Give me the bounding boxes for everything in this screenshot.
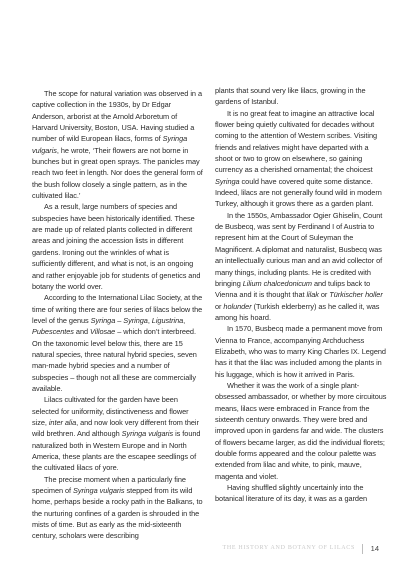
italic-term: Villosae: [90, 327, 116, 337]
italic-term: inter alia: [48, 417, 77, 427]
italic-term: Syringa: [215, 176, 240, 186]
text-run: According to the International Lilac Society, at the time of writing there are four series of lilacs below the level of the genus: [32, 293, 203, 325]
paragraph: [32, 474, 203, 542]
text-run: , and now look very different from their wild brethren. And although: [32, 417, 199, 439]
text-run: could have covered quite some distance. Indeed, lilacs are not generally found wild in modern Turkey, although it grows there as a garden plant.: [215, 176, 382, 209]
text-run: (Turkish elderberry) as he called it, was among his hoard.: [215, 301, 380, 322]
text-run: is found naturalized both in Western Europe and in North America, these plants are the escapee seedlings of the cultivated lilacs of yore.: [32, 429, 201, 473]
italic-term: Syringa vulgaris: [121, 429, 174, 439]
running-footer: [185, 543, 385, 557]
text-run: – which don’t interbreed. On the taxonomic level below this, there are 15 natural species, three natural hybrid species, seven man-made hybrid species and a number of subspecies – though not all these are commercially available.: [32, 327, 197, 393]
text-run: ,: [147, 315, 152, 325]
italic-term: Syringa vulgaris: [73, 486, 125, 496]
text-run: The scope for natural variation was observed in a captive collection in the 1930s, by Dr Edgar Anderson, arborist at the Arnold Arboretum of Harvard University, Boston, USA. Having studied a number of wild European lilacs, forms of: [32, 89, 202, 144]
text-run: –: [115, 315, 124, 325]
paragraph: [215, 210, 387, 323]
paragraph: [32, 292, 203, 394]
italic-term: lilak: [306, 290, 319, 300]
italic-term: Lilium chalcedonicum: [242, 278, 312, 288]
right-text-column: [215, 85, 387, 505]
text-run: Having shuffled slightly uncertainly into the botanical literature of its day, it was as a garden: [215, 483, 368, 504]
text-run: and: [73, 327, 91, 337]
text-run: and tulips back to Vienna and it is thought that: [215, 278, 371, 300]
italic-term: Syringa: [90, 315, 116, 325]
italic-term: Syringa vulgaris: [32, 134, 188, 155]
paragraph: [215, 323, 387, 380]
text-run: or: [215, 301, 224, 311]
text-run: or: [318, 290, 330, 300]
paragraph: [32, 394, 203, 473]
page-number: 14: [370, 544, 379, 553]
italic-term: Türkischer holler: [329, 290, 383, 300]
footer-book-title: THE HISTORY AND BOTANY OF LILACS: [222, 545, 355, 551]
text-run: Whether it was the work of a single plant-obsessed ambassador, or whether by more circuitous means, lilacs were embraced in France from the sixteenth century onwards. They were bred and improved upon in gardens far and wide. The clusters of flowers became larger, as did the individual florets; double forms appeared and the colour palette was extended from lilac and white, to pink, mauve, magenta and violet.: [215, 380, 387, 481]
italic-term: holunder: [223, 301, 252, 311]
paragraph: [215, 380, 387, 482]
left-text-column: [32, 88, 203, 542]
text-run: It is no great feat to imagine an attractive local flower being quietly cultivated for decades without coming to the attention of Western scribes. Visiting friends and relatives might have departed with a shoot or two to grow on elsewhere, so gaining currency as a cherished ornamental; the choicest: [215, 108, 378, 175]
paragraph: [215, 85, 387, 108]
italic-term: Syringa: [123, 315, 148, 325]
text-run: In 1570, Busbecq made a permanent move from Vienna to France, accompanying Archduchess Elizabeth, who was to marry King Charles IX. Legend has it that the lilac was included among the plants in his luggage, which is how it arrived in Paris.: [215, 324, 386, 379]
paragraph: [32, 201, 203, 292]
paragraph: [32, 88, 203, 201]
text-run: stepped from its wild home, perhaps beside a rocky path in the Balkans, to the nurturing confines of a garden is shrouded in the mists of time. But as early as the mid-sixteenth century, scholars were describing: [32, 486, 203, 541]
text-run: ,: [183, 315, 186, 325]
footer-divider: [362, 544, 363, 554]
text-run: , he wrote, ‘Their flowers are not borne in bunches but in great open sprays. The panicles may reach two feet in length. Nor does the general form of the bush follow closely a single pattern, as in the cultivated lilac.’: [32, 145, 203, 201]
paragraph: [215, 482, 387, 505]
italic-term: Pubescentes: [32, 327, 74, 337]
text-run: plants that sound very like lilacs, growing in the gardens of Istanbul.: [215, 86, 366, 107]
text-run: In the 1550s, Ambassador Ogier Ghiselin, Count de Busbecq, was sent by Ferdinand I of Austria to represent him at the Court of Suleyman the Magnificent. A diplomat and naturalist, Busbecq was an intellectually curious man and an avid collector of many things, including plants. He is credited with bringing: [215, 210, 383, 288]
text-run: As a result, large numbers of species and subspecies have been historically identified. These are made up of related plants collected in different areas and joining the accession lists in different gardens. Ironing out the wrinkles of what is sufficiently different, and what is not, is an ongoing and rather enjoyable job for students of genetics and botany the world over.: [32, 202, 201, 291]
text-run: Lilacs cultivated for the garden have been selected for uniformity, distinctiveness and flower size,: [32, 395, 189, 427]
italic-term: Ligustrina: [151, 315, 184, 325]
text-run: The precise moment when a particularly fine specimen of: [32, 474, 186, 496]
paragraph: [215, 108, 387, 210]
